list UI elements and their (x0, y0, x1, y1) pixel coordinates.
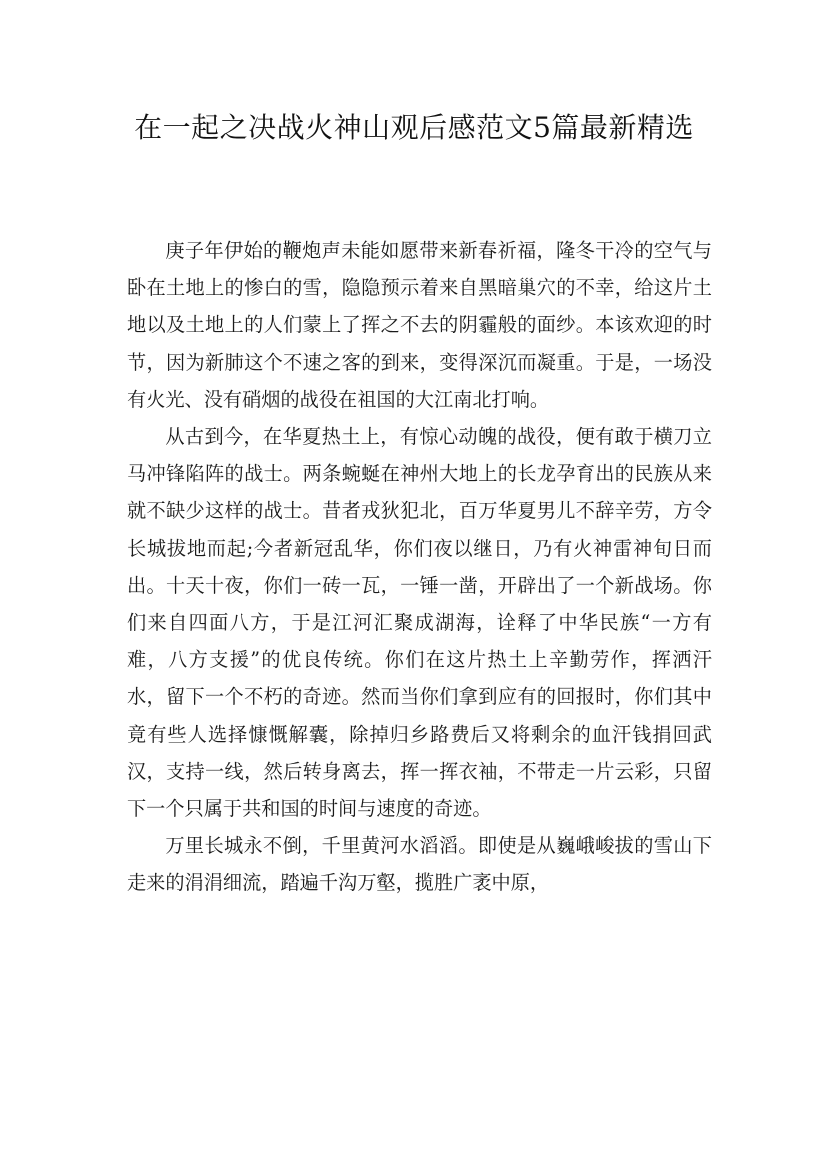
paragraph: 万里长城永不倒，千里黄河水滔滔。即使是从巍峨峻拔的雪山下走来的涓涓细流，踏遍千沟万壑，揽胜广袤中原， (127, 834, 712, 895)
document-title: 在一起之决战火神山观后感范文5篇最新精选 (134, 111, 694, 144)
document-body (127, 232, 712, 902)
paragraph: 从古到今，在华夏热土上，有惊心动魄的战役，便有敢于横刀立马冲锋陷阵的战士。两条蜿蜒在神州大地上的长龙孕育出的民族从来就不缺少这样的战士。昔者戎狄犯北，百万华夏男儿不辞辛劳，方令长城拔地而起;今者新冠乱华，你们夜以继日，乃有火神雷神旬日而出。十天十夜，你们一砖一瓦，一锤一凿，开辟出了一个新战场。你们来自四面八方，于是江河汇聚成湖海，诠释了中华民族“一方有难，八方支援”的优良传统。你们在这片热土上辛勤劳作，挥洒汗水，留下一个不朽的奇迹。然而当你们拿到应有的回报时，你们其中竟有些人选择慷慨解囊，除掉归乡路费后又将剩余的血汗钱捐回武汉，支持一线，然后转身离去，挥一挥衣袖，不带走一片云彩，只留下一个只属于共和国的时间与速度的奇迹。 (127, 425, 712, 821)
paragraph: 庚子年伊始的鞭炮声未能如愿带来新春祈福，隆冬干冷的空气与卧在土地上的惨白的雪，隐隐预示着来自黑暗巢穴的不幸，给这片土地以及土地上的人们蒙上了挥之不去的阴霾般的面纱。本该欢迎的时节，因为新肺这个不速之客的到来，变得深沉而凝重。于是，一场没有火光、没有硝烟的战役在祖国的大江南北打响。 (127, 239, 712, 411)
